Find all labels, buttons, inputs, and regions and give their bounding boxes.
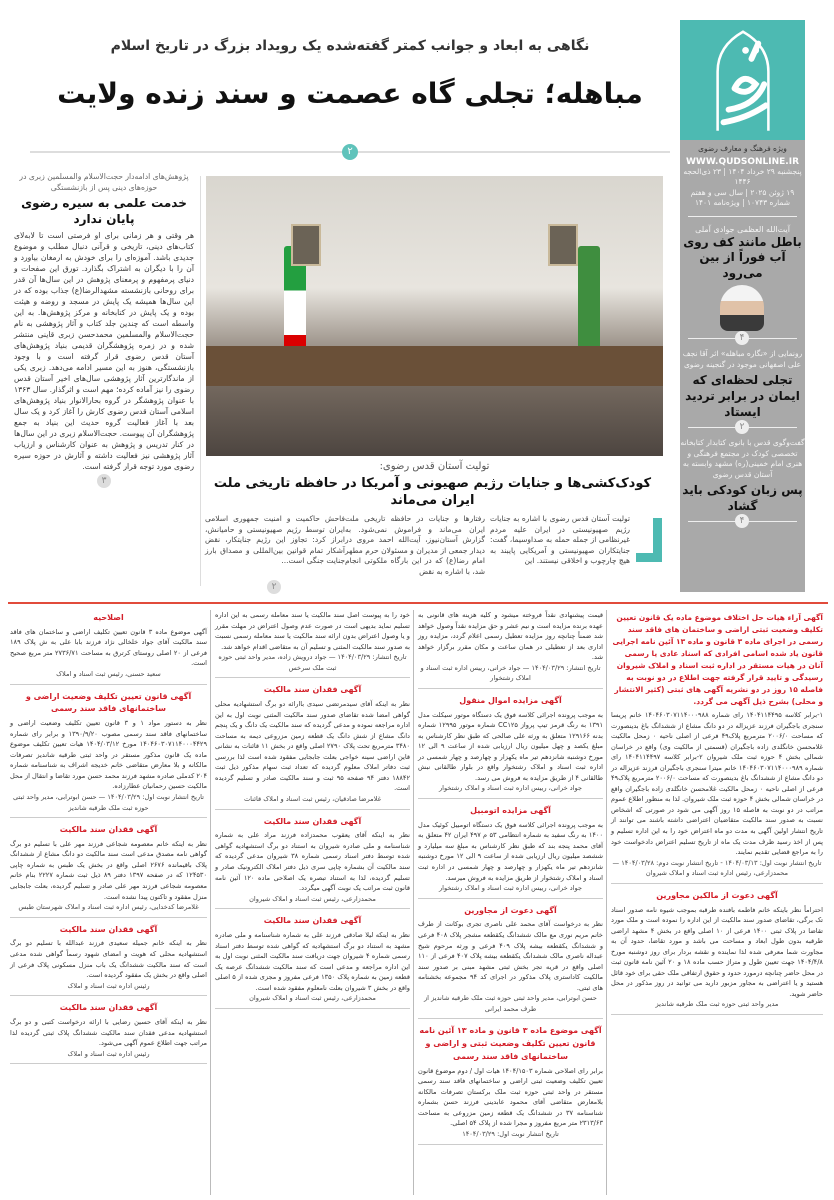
ad-body: نظر به اینکه خانم جمیله سعیدی فرزند عبدالله با تسلیم دو برگ استشهادیه محلی که هویت و امضای شهود رسماً گواهی شده مدعی است که سند مالکیت ششدانگ یک باب منزل مسکونی پلاک فرعی از اصلی واقع در بخش یک مفقود گردیده است. [10,939,207,980]
ad-body: نظر به دستور مواد ۱ و ۳ قانون تعیین تکلیف وضعیت اراضی و ساختمانهای فاقد سند رسمی مصوب ۱۳۹۰/۹/۲۰ و برابر رای شماره ۱۴۰۴۶۰۳۰۷۱۱۴۰۰۰۴۴۲۹ مورخ ۱۴۰۴/۰۳/۱۲ هیات تعیین تکلیف موضوع ماده یک قانون مذکور مستقر در واحد ثبتی طرقبه شاندیز تصرفات مالکانه و بلا معارض متقاضی خانم خدیجه اشراف به شناسنامه شماره ۲۰۴ کدملی صادره مشهد فرزند محمد حسن مورد تقاضا و انتقال از محل مالکیت حسین رحمانیان عطارزاده. [10,719,207,791]
ad-title: آگهی فقدان سند مالکیت [59,924,158,934]
ad-body: آگهی موضوع ماده ۳ قانون تعیین تکلیف اراضی و ساختمان های فاقد سند مالکیت آقای جواد خلخالی نژاد فرزند بابا علی به ش پلاک ۱۸۹ فرعی از ۲۰ اصلی روستای کرترق به مساحت ۲۷۳۶/۷۱ متر مربع صحیح است. [10,627,207,668]
logo-emblem-icon [703,25,783,135]
framed-portrait [548,224,578,266]
page-ref-badge[interactable]: ۲ [735,420,749,434]
logo [680,20,805,140]
ad-body: ۱-برابر کلاسه ۱۴۰۴۱۱۴۴۹۵ رای شماره ۱۴۰۴۶۰۳۰۷۱۱۴۰۰۰۹۸۸ خانم پریسا سنجری باجگیران فرزند عزیزاله در دو دانگ مشاع از ششدانگ باغ بدینصورت که مساحت ۲۰۰۶/۰ مترمربع پلاک۴۹ فرعی از اصلی ناحیه ۰ زمحل مالکیت غلامحسن خانگلدی زاده باجگیران (قسمتی از مالکیت وی) واقع در خراسان شمالی بخش ۴ حوزه ثبت ملک شیروان ۲-برابر کلاسه ۱۴۰۴۱۱۴۴۹۷ رای شماره ۱۴۰۴۶۰۳۰۷۱۱۴۰۰۰۹۸۹ خانم میترا سنجری باجگیران فرزند عزیزاله در دو دانگ مشاع از ششدانگ باغ بدینصورت که مساحت ۲۰۰۶/۰ مترمربع پلاک۴۹ فرعی از اصلی ناحیه ۰ زمحل مالکیت غلامحسن خانگلدی زاده باجگیران واقع در خراسان شمالی بخش ۴ حوزه ثبت ملک شیروان. لذا به منظور اطلاع عموم مراتب در دو نوبت به فاصله ۱۵ روز آگهی می شود در صورتی که اشخاص نسبت به صدور سند مالکیت متقاضیان اعتراضی داشته باشند می توانند از تاریخ انتشار اولین آگهی به مدت دو ماه اعتراض خود را به این اداره تسلیم و پس از اخذ رسید ظرف مدت یک ماه از تاریخ تسلیم اعتراض دادخواست خود را به مراجع قضایی تقدیم نمایند. [611,711,824,857]
ad-title: آگهی موضوع ماده ۳ قانون و ماده ۱۳ آئین نامه قانون تعیین تکلیف وضعیت ثبتی و اراضی و ساختمانهای فاقد سند رسمی [419,1026,602,1061]
ad-signature: غلامرضا کدخدایی، رئیس اداره ثبت اسناد و املاک شهرستان طبس [18,903,199,912]
page-ref-badge[interactable]: ۲ [342,144,358,160]
left-article [14,172,194,488]
ad-notice [611,612,823,884]
ad-body: به موجب پرونده اجرائی کلاسه فوق یک دستگاه اتومبیل کوئیک مدل ۱۴۰۰ به رنگ سفید به شماره انتظامی ۵۳ م ۴۹۷ ایران ۴۲ متعلق به آقای محمد پنجه بند که طبق نظر کارشناس به مبلغ سه میلیارد و ششصد میلیون ریال ارزیابی شده از ساعت ۹ الی ۱۲ مورخ دوشنبه شانزدهم تیر ماه یکهزار و چهارصد و چهار شمسی در اداره ثبت اسناد و املاک رشتخوار از طریق مزایده به فروش میرسد. [418,820,604,882]
ad-signature: تاریخ انتشار: ۱۴۰۴/۰۳/۲۹ — جواد خرانی، رییس اداره ثبت اسناد و املاک رشتخوار [420,663,601,683]
article-body: هر وقتی و هر زمانی برای او فرصتی است تا لابه‌لای کتاب‌های دینی، تاریخی و قرآنی دنبال مطلب و موضوع جدیدی باشد. آموزه‌ای را برای خودش به ارمغان بیاورد و آن را با دیگران به اشتراک بگذارد. تورق این صفحات و دنیای پرمفهوم و پرمعنای پژوهش در این سال‌ها آن قدر برای روحانی بازنشسته مشهدالرضا(ع) جذاب بوده که در این سال‌ها همیشه یک پایش در مسجد و روضه و هیئت بوده و یک پایش در کتابخانه و مرکز پژوهش‌ها. به این واسطه است که چندین جلد کتاب و آثار پژوهشی به نام حجت‌الاسلام والمسلمین محمدحسن زبری قاینی منتشر شده و در زمره پژوهشگران قدیمی بنیاد پژوهش‌های آستان قدس رضوی قرار گرفته است و با وجود بازنشستگی، هنوز به این مسیر ادامه می‌دهد. زبری یکی از ماندگارترین آثار پژوهشی سال‌های اخیر آستان قدس رضوی را نیز آماده کرده؛ مهم است و اثرگذار. سال ۱۳۶۳ با عنوان پژوهشگر در گروه بحارالانوار بنیاد پژوهش‌های اسلامی آستان قدس رضوی کارش را آغاز کرد و یک سال بعد با آغاز فعالیت گروه حدیث این بنیاد به جمع پژوهشگران آن پیوست. حجت‌الاسلام زبری در این سال‌ها در کنار تدریس و پژوهش به عنوان کارشناس و ارزیاب آثار پژوهشی نیز فعالیت داشته و آثارش در حوزه سیره رضوی مورد توجه قرار گرفته است. [14,231,194,472]
main-photo [206,176,663,456]
article-kicker: پژوهش‌های ادامه‌دار حجت‌الاسلام والمسلمین زبری در حوزه‌های دینی پس از بازنشستگی [19,172,189,192]
conference-table [206,346,663,386]
ad-signature: رئیس اداره ثبت اسناد و املاک [67,1049,150,1058]
ads-column [215,610,410,1015]
ad-notice [10,691,207,819]
ad-title: آگهی فقدان سند مالکیت [263,685,362,695]
ad-title: آگهی مزایده اتومبیل [470,806,551,815]
ad-body: نظر به اینکه آقای سیدمرتضی سیدی باارائه دو برگ استشهادیه محلی گواهی امضا شده تقاضای صدور سند مالکیت المثنی نوبت اول به این اداره مراجعه نموده و مدعی گردیده که سند مالکیت یک دانگ و یک پنجم دانگ مشاع از شش دانگ یک قطعه زمین مزروعی دیمه به مساحت ۳۴۸۰ مترمربع تحت پلاک ۲۷۹۰ اصلی واقع در بخش ۱۱ قائنات به نشانی قاین اراضی سینه خواجی بعلت جابجایی مفقود شده است لذا بررسی ثبت دفاتر املاک معلوم گردیده که تعداد ثبت سهام مذکور ذیل ثبت ۱۸۸۴۲ دفتر ۹۴ صفحه ۹۵ ثبت و سند مالکیت صادر و تسلیم گردیده است. [215,700,411,793]
ad-signature: غلامرضا صادقیان، رئیس ثبت اسناد و املاک قائنات [243,795,382,803]
ad-signature: محمدزارعی، رئیس ثبت اسناد و املاک شیروان [249,894,376,903]
divider [688,216,797,217]
portrait-photo [680,281,805,331]
ads-column [10,610,207,1070]
ad-signature: تاریخ انتشار نوبت اول: ۱۴۰۴/۰۳/۱۳ - تاریخ انتشار نوبت دوم: ۱۴۰۴/۰۳/۲۸ — محمدزارعی، رئیس اداره ثبت اسناد و املاک شیروان [612,858,822,878]
ad-body: قیمت پیشنهادی نقداً فروخته میشود و کلیه هزینه های قانونی به عهده برنده مزایده است و نیم عشر و حق مزایده نقداً وصول خواهد شد ضمناً چنانچه روز مزایده تعطیل رسمی اعلام گردد، مزایده روز اداری بعد از تعطیلی در همان ساعت و مکان مقرر برگزار خواهد شد. [418,611,603,662]
sub-story-column: فاحش حاکمیت و امنیت جمهوری اسلامی ایران توسط رژیم صهیونیستی و حامیانش، ابراز کرد: تجاوز این رژیم جنایتکار، نقض آشکار تمام قوانین بین‌المللی و مصداق بارز جنایت جنگی است... [205,514,345,565]
ad-title: آگهی فقدان سند مالکیت [59,825,158,835]
page-ref-badge[interactable]: ۴ [735,331,749,345]
ad-signature: تاریخ انتشار نوبت اول: ۱۴۰۴/۰۳/۲۹ [462,1130,559,1139]
ad-notice [10,612,207,685]
ad-title: آگهی فقدان سند مالکیت [263,816,362,826]
sidebar-story-title[interactable]: باطل مانند کف روی آب فوراً از بین می‌رود [683,234,802,280]
ad-notice [418,1025,603,1144]
ads-column [611,610,823,1021]
page-ref-badge[interactable]: ۳ [97,474,111,488]
ad-body: احتراماً نظر باینکه خانم فاطمه بافنده طرقبه بموجب شیوه نامه صدور اسناد تک برگی، تقاضای صدور سند مالکیت از این اداره را نموده است و ملک مورد تقاضا در پلاک ثبتی ۱۴۰۰ فرعی از ۱۰ اصلی واقع در بخش ۴ مشهد اراضی طرقبه بدون طول ابعاد و مساحت می باشد و مورد تقاضا، حدود آن به مجاورت شما معرفی شده لذا نماینده و نقشه بردار برای روز دوشنبه مورخ ۱۴۰۴/۴/۸ جهت تعیین طول و متراژ حسب ماده ۱۸ و ۲۰ آئین نامه قانون ثبت در محل حاضر چنانچه درمورد حدود و حقوق ارتفاقی ملک حقی برای خود قائل هستید و یا اعتراضی به مجاور مزبور دارید می توانید در روز مذکور در محل حاضر شوید. [611,905,823,998]
ad-signature: مدیر واحد ثبتی حوزه ثبت ملک طرقبه شاندیز [655,1000,779,1009]
sub-story-column: رفتارها و جنایات در حافظه تاریخی ملت ایران می‌ماند و فراموش نمی‌شود. به گزارش آستان‌نیوز، آیت‌الله احمد مروی در دیدار جمعی از مدیران و مسئولان حرم مطهر امام رضا(ع) که در این بارگاه ملکوتی انجام شد، با اشاره به نقض [345,514,485,576]
ad-signature: جواد خرانی، رییس اداره ثبت اسناد و املاک رشتخوار [438,884,583,893]
ad-body: نظر به درخواست آقای محمد علی ناصری تجری بوکانت از طرف خانم مریم نوری مع مالک ششدانگ یکقطعه مشجر پلاک ۴۰۸ فرعی و ششدانگ یکقطعه بیشه پلاک ۴۰۹ فرعی و ورثه مرحوم شیخ عبداله ناصری مالک ششدانگ یکقطعه بیشه پلاک ۴۰۷ فرعی از ۱۱۰ اصلی واقع در قریه تجر بخش ثبتی مشهد مبنی بر صدور سند مالکیت کاداستری پلاک مذکور در اجرای کد ۹۴ مجموعه بخشنامه های ثبتی. [418,920,603,992]
ad-title: آگهی قانون تعیین تکلیف وضعیت اراضی و ساختمانهای فاقد سند رسمی [25,691,192,714]
decorative-mark [636,518,662,562]
issue-number: شماره ۱۰۷۴۳ | ویژه‌نامه ۱۴۰۱ [695,198,790,207]
main-headline-kicker: نگاهی به ابعاد و جوانب کمتر گفته‌شده یک رویداد بزرگ در تاریخ اسلام [110,38,590,54]
main-headline[interactable]: مباهله؛ تجلی گاه عصمت و سند زنده ولایت [57,77,643,110]
ad-title: آگهی فقدان سند مالکیت [263,916,362,926]
ad-notice [418,805,603,899]
ad-notice [418,610,603,689]
ad-notice [418,695,603,799]
ad-signature: حسن ابوترابی، مدیر واحد ثبتی حوزه ثبت ملک طرقبه شاندیز از طرف محمد ایرانی [423,994,598,1013]
tagline: ویژه فرهنگ و معارف رضوی [698,144,787,153]
ad-title: آگهی آراء هیات حل اختلاف موضوع ماده یک قانون تعیین تکلیف وضعیت ثبتی اراضی و ساختمان های فاقد سند رسمی در اجرای ماده ۳ قانون و ماده ۱۳ آئین نامه اجرایی قانون یاد شده اسامی افرادی که اسناد عادی یا رسمی آنان در هیات مستقر در اداره ثبت اسناد و املاک شیروان رسیدگی و تایید قرار گرفته جهت اطلاع در دو نوبت به فاصله ۱۵ روز در دو نشریه آگهی های ثبتی (کثیر الانتشار و محلی) بشرح ذیل آگهی می گردد. [612,613,823,706]
ad-body: نظر به اینکه آقای یعقوب محمدزاده فرزند مراد علی به شماره شناسنامه و ملی صادره شیروان به استناد دو برگ استشهادیه گواهی شده توسط دفتر اسناد رسمی شماره ۳۸ شیروان مدعی گردیده که سند مالکیت آن بشماره چاپی سری ذیل دفتر املاک الکترونیک صادر و تسلیم گردیده، لذا به استناد تبصره یک اصلاحی ماده ۱۲۰ آئین نامه قانون ثبت مراتب یک نوبت آگهی میگردد. [215,831,410,893]
divider [688,333,797,344]
divider [688,516,797,527]
ad-notice [418,905,603,1020]
article-title[interactable]: خدمت علمی به سیره رضوی پایان ندارد [21,196,187,226]
ad-title: آگهی فقدان سند مالکیت [59,1003,158,1013]
issue-date-gregorian: ۱۹ ژوئن ۲۰۲۵ | سال سی‌ و هفتم [690,187,795,197]
ad-title: آگهی دعوت از مالکین مجاورین [656,890,778,900]
sub-story-title[interactable]: کودک‌کشی‌ها و جنایات رژیم صهیونی و آمریکا در حافظه تاریخی ملت ایران می‌ماند [213,476,652,508]
ad-signature: رئیس اداره ثبت اسناد و املاک [67,981,150,990]
ad-body: خود را به پیوست اصل سند مالکیت یا سند معامله رسمی به این اداره تسلیم نماید بدیهی است در صورت عدم وصول اعتراض در مهلت مقرر و یا وصول اعتراض بدون ارائه سند مالکیت یا سند معامله رسمی نسبت به صدور سند مالکیت المثنی و تسلیم آن به متقاضی اقدام خواهد شد. [215,611,410,651]
ad-body: به موجب پرونده اجرائی کلاسه فوق یک دستگاه موتور سیکلت مدل ۱۳۹۱ به رنگ قرمز تیپ پرواز CC۱۲۵ شماره موتور ۱۲۹۹۵ شماره بدنه ۱۲۹۱۶۶ متعلق به ورثه علی صالحی که طبق نظر کارشناس به مبلغ یکصد و چهل میلیون ریال ارزیابی شده از ساعت ۹ الی ۱۲ مورخ دوشنبه شانزدهم تیر ماه یکهزار و چهارصد و چهار شمسی در اداره ثبت اسناد و املاک رشتخوار واقع در بلوار طالقانی نبش طالقانی ۴ از طریق مزایده به فروش می رسد. [418,710,603,782]
ad-notice [215,610,410,678]
sidebar-story-title[interactable]: پس زبان کودکی باید گشاد [682,483,803,513]
ad-body: نظر به اینکه آقای حسین رضایی با ارائه درخواست کتبی و دو برگ استشهادیه مدعی فقدان سند مالکیت ششدانگ پلاک ثبتی گردیده لذا مراتب جهت اطلاع عموم آگهی می‌شود. [10,1018,207,1048]
ad-signature: تاریخ انتشار: ۱۴۰۴/۰۳/۲۹ — جواد درویش زاده، مدیر واحد ثبتی حوزه ثبت ملک سرخس [218,653,407,672]
ad-title: آگهی مزایده اموال منقول [459,695,562,705]
ad-title: آگهی دعوت از مجاورین [464,905,557,915]
sidebar [680,20,805,592]
sub-story-kicker: تولیت آستان قدس رضوی: [379,461,490,472]
sidebar-story-title[interactable]: تجلی لحظه‌ای که ایمان در برابر تردید ایستاد [685,373,800,419]
ad-body: نظر به اینکه لیلا صادقی فرزند علی به شماره شناسنامه و ملی صادره مشهد به استناد دو برگ استشهادیه که گواهی شده توسط دفتر اسناد رسمی شماره ۴ شیروان جهت دریافت سند مالکیت المثنی نوبت اول به این اداره مراجعه و مدعی است که سند مالکیت ششدانگ عرصه یک قطعه زمین به شماره پلاک ۱۳۵۰ فرعی مفروز و مجزی شده از ۵ اصلی واقع در بخش ۳ شیروان بعلت نامعلوم مفقود شده است. [215,930,411,992]
story-kicker: آیت‌الله العظمی جوادی آملی [695,224,790,234]
ad-signature: محمدزارعی، رئیس ثبت اسناد و املاک شیروان [249,994,376,1003]
framed-portrait [291,224,321,266]
divider [688,422,797,433]
page-ref-badge[interactable]: ۴ [735,514,749,528]
story-kicker: رونمایی از «نگاره مباهله» اثر آقا نجف علی اصفهانی موجود در گنجینه رضوی [682,349,803,369]
ad-signature: تاریخ انتشار نوبت اول: ۱۴۰۴/۰۳/۲۹ — حسن ابوترابی، مدیر واحد ثبتی حوزه ثبت ملک طرقبه شاندیز [13,792,204,812]
ad-body: نظر به اینکه خانم معصومه شجاعی فرزند مهر علی با تسلیم دو برگ گواهی نامه مصدق مدعی است سند مالکیت دو دانگ مشاع از ششدانگ پلاک باقیمانده ۲۶۷۶ اصلی واقع در بخش یک طبس به شماره چاپی ۱۲۴۵۳۰ که در صفحه ۱۳۹۷ دفتر ۸۹ ذیل ثبت شماره ۲۲۲۷ بنام خانم معصومه شجاعی فرزند مهر علی صادر و تسلیم گردیده، بعلت جابجایی منزل مفقود و تاکنون پیدا نشده است. [10,839,208,901]
ad-body: برابر رای اصلاحی شماره ۱۴۰۴/۱۵۰۳ هیات اول / دوم موضوع قانون تعیین تکلیف وضعیت ثبتی اراضی و ساختمانهای فاقد سند رسمی مستقر در واحد ثبتی حوزه ثبت ملک برکستان تصرفات مالکانه بلامعارض متقاضی آقای محمود عابدینی فرزند حسن بشماره شناسنامه ۳۷ در ششدانگ یک قطعه زمین مزروعی به مساحت ۲۳۱۳/۶۳ متر مربع مفروز و مجرا شده از پلاک ۵۴ اصلی. [418,1066,603,1128]
ad-notice [611,890,823,1015]
ad-title: اصلاحیه [93,613,124,622]
sub-story-column: تولیت آستان قدس رضوی با اشاره به جنایات رژیم صهیونیستی در ایران علیه مردم غیرنظامی از جمله حمله به صداوسیما، گفت: جنایتکاران صهیونیستی و آمریکایی پایبند به هیچ چارچوب و اخلاقی نیستند. این [490,514,630,565]
website-link[interactable]: WWW.QUDSONLINE.IR [685,156,800,167]
classified-ads [8,602,828,1196]
ad-notice [215,915,410,1009]
story-kicker: گفت‌وگوی قدس با بانوی کتابدار کتابخانه تخصصی کودک در مجتمع فرهنگی و هنری امام خمینی(ره) مشهد وابسته به آستان قدس رضوی [680,438,805,479]
ad-notice [10,924,207,997]
ad-signature: سعید حسنی، رئیس ثبت اسناد و املاک [56,669,161,678]
ad-signature: جواد خرانی، رییس اداره ثبت اسناد و املاک رشتخوار [438,784,583,793]
ad-notice [10,824,207,918]
ad-notice [215,684,410,809]
ads-column [418,610,603,1151]
issue-date: پنجشنبه ۲۹ خرداد ۱۴۰۴ | ۲۳ ذی‌الحجه ۱۴۴۶ [683,166,802,186]
ad-notice [215,816,410,910]
page-ref-badge[interactable]: ۲ [267,580,281,594]
column-divider [200,176,201,586]
ad-notice [10,1002,207,1064]
